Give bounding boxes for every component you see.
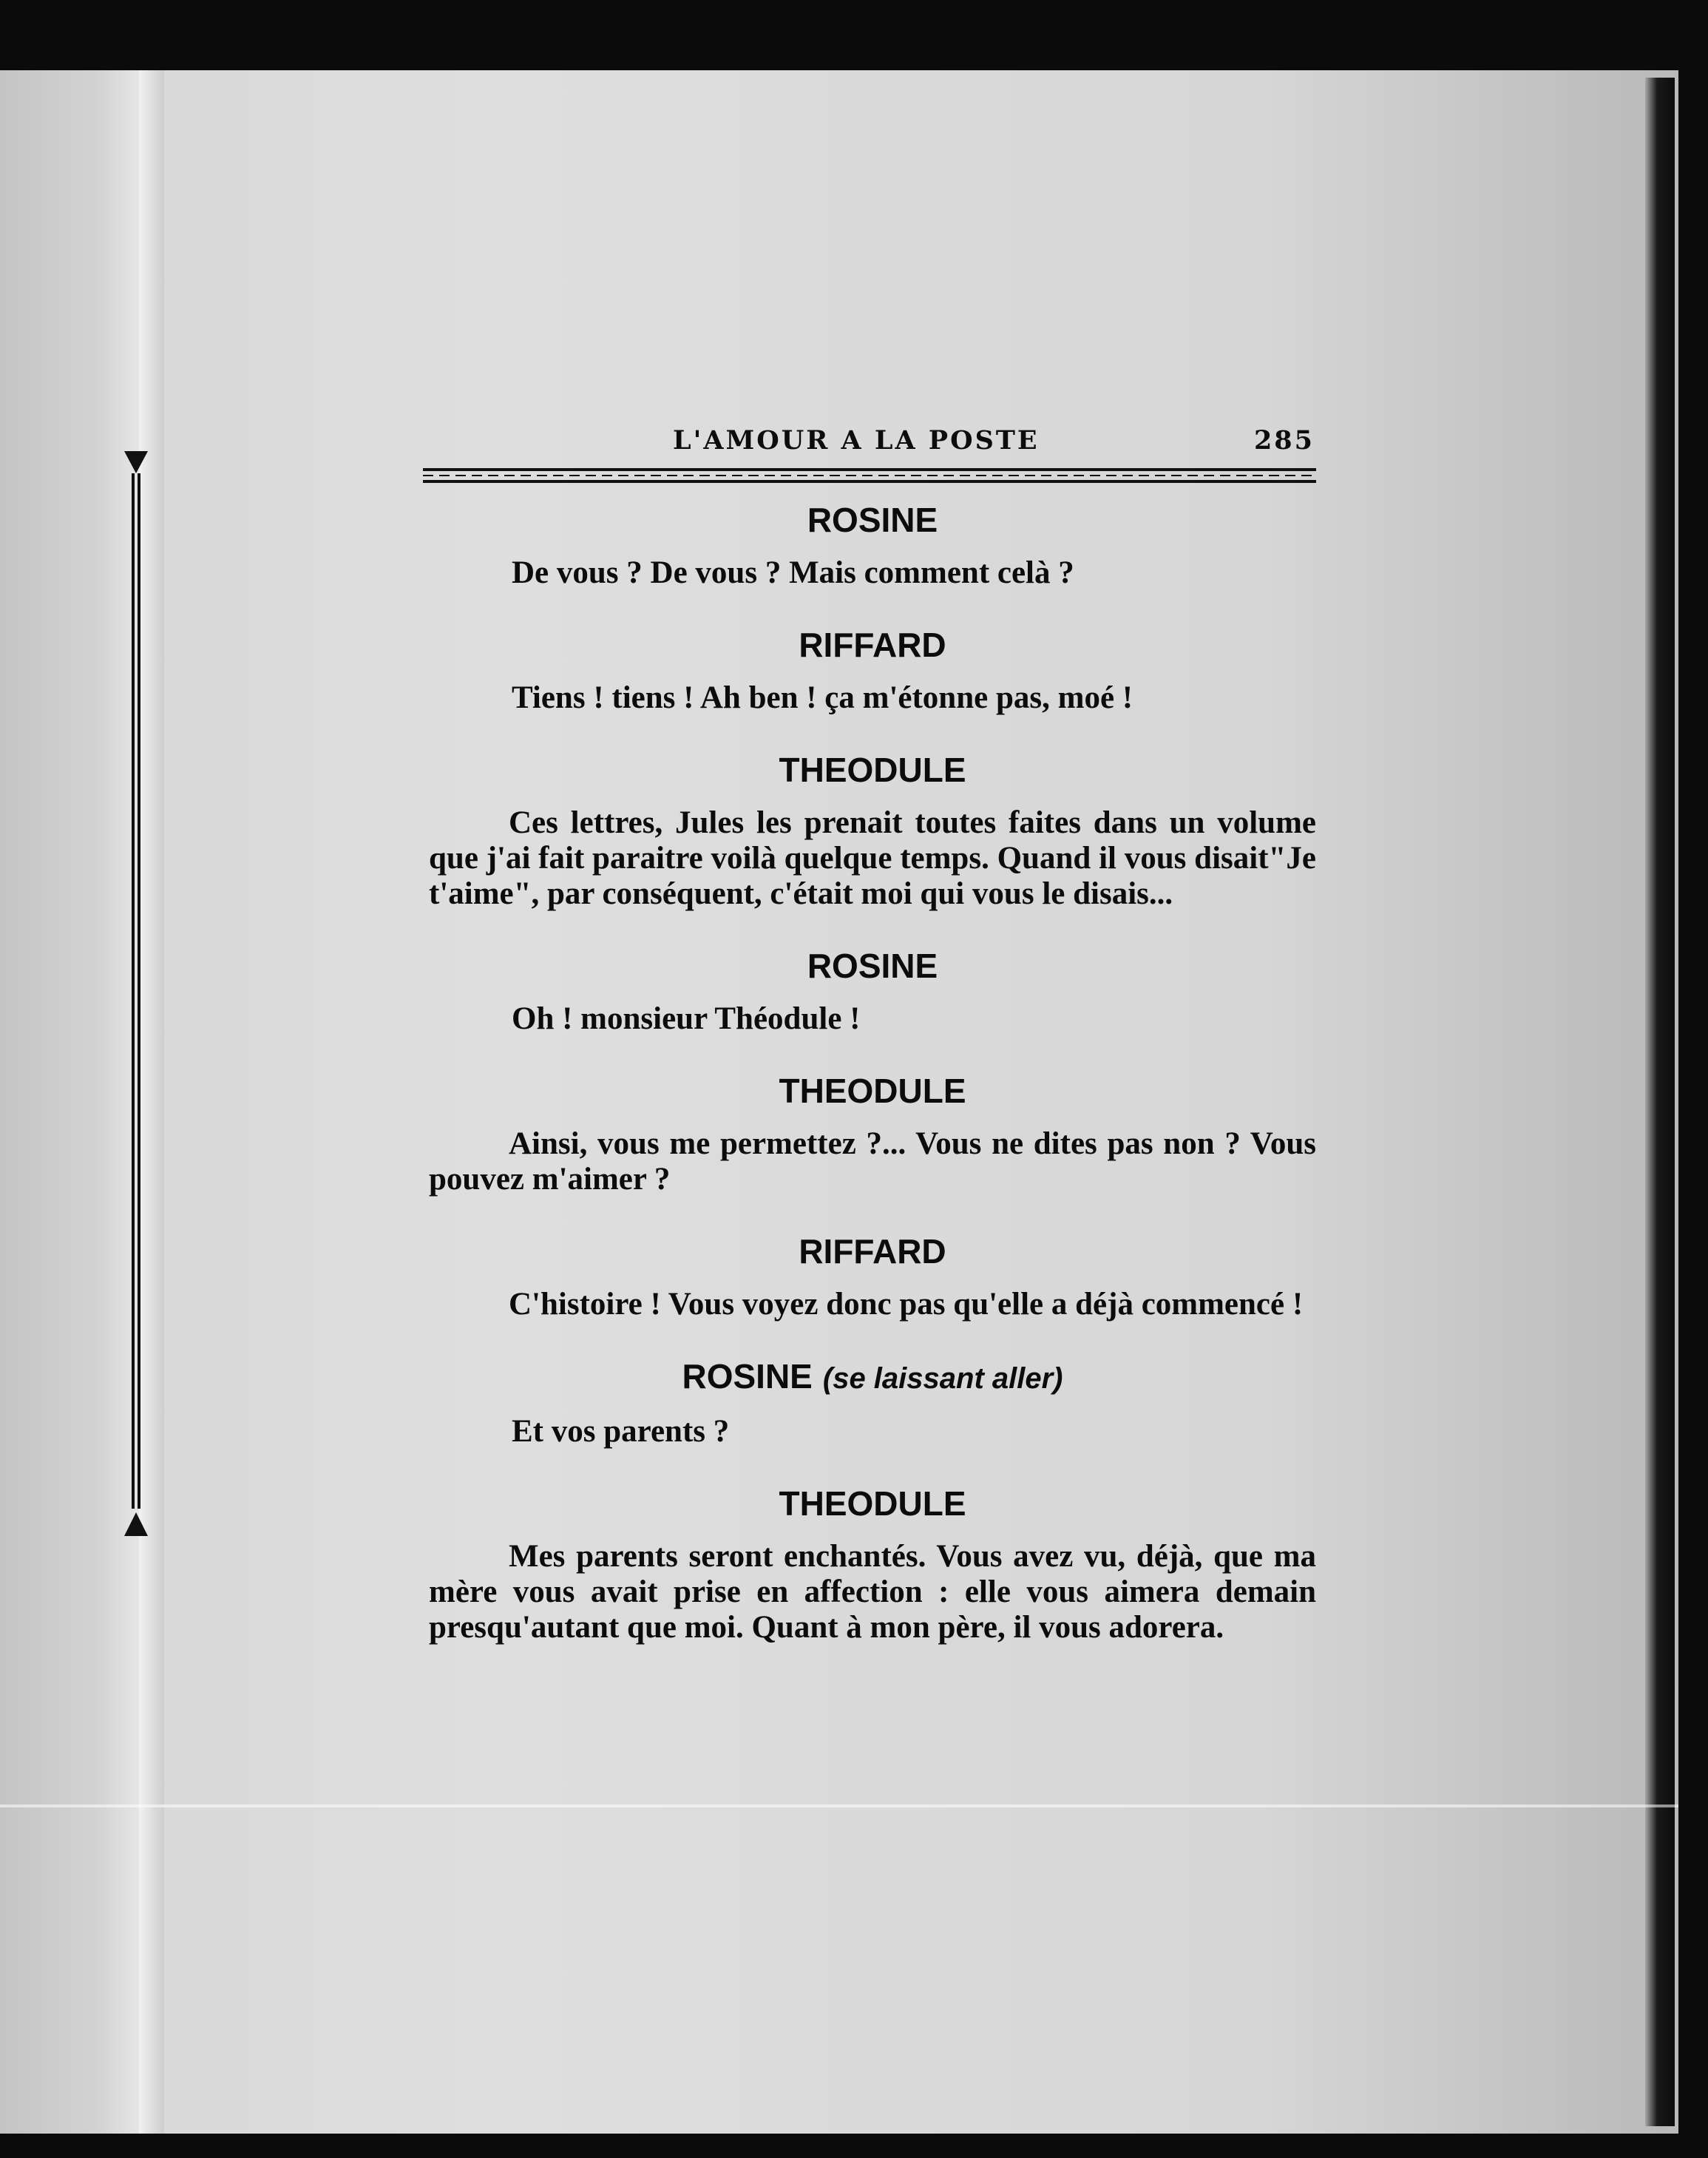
dialogue-line: C'histoire ! Vous voyez donc pas qu'elle a déjà commencé ! [509, 1287, 1304, 1322]
dialogue-line: Ces lettres, Jules les prenait toutes faites dans un volume que j'ai fait paraitre voilà quelque temps. Quand il vous disait"Je t'aime", par conséquent, c'était moi qui vous le disais... [429, 805, 1316, 911]
facing-page-edge [0, 70, 140, 2134]
speech-block [429, 748, 1316, 912]
speaker-name: ROSINE (se laissant aller) [682, 1357, 1063, 1396]
speaker-name: RIFFARD [799, 1232, 946, 1271]
running-head [429, 425, 1316, 462]
binding-ornament-top [124, 451, 148, 473]
speaker-name: ROSINE [807, 947, 938, 985]
speaker-name: RIFFARD [799, 626, 946, 664]
speech-block [429, 623, 1316, 716]
dialogue-line: Ainsi, vous me permettez ?... Vous ne dites pas non ? Vous pouvez m'aimer ? [429, 1126, 1316, 1197]
speech-block [429, 944, 1316, 1037]
decorative-head-rule [423, 468, 1316, 483]
dialogue-line: Mes parents seront enchantés. Vous avez vu, déjà, que ma mère vous avait prise en affection : elle vous aimera demain presqu'autant que moi. Quant à mon père, il vous adorera. [429, 1539, 1316, 1645]
binding-rule [132, 473, 140, 1509]
scan-streak [0, 1804, 1678, 1807]
binding-ornament-bottom [124, 1512, 148, 1536]
speaker-name: THEODULE [779, 1072, 966, 1110]
speech-block [429, 1481, 1316, 1645]
speaker-name: THEODULE [779, 1484, 966, 1523]
speaker-name: THEODULE [779, 751, 966, 789]
stage-direction: (se laissant aller) [822, 1362, 1063, 1395]
book-page [429, 425, 1316, 1677]
dialogue-line: De vous ? De vous ? Mais comment celà ? [512, 555, 1074, 590]
speech-block [429, 1229, 1316, 1322]
speech-block [429, 1069, 1316, 1197]
speech-block [429, 1354, 1316, 1450]
speaker-name: ROSINE [807, 501, 938, 539]
dialogue-line: Et vos parents ? [512, 1414, 730, 1449]
dialogue-line: Tiens ! tiens ! Ah ben ! ça m'étonne pas, moé ! [512, 680, 1133, 715]
running-title: L'AMOUR A LA POSTE [673, 425, 1040, 456]
page-number: 285 [1253, 425, 1315, 456]
dialogue-line: Oh ! monsieur Théodule ! [512, 1001, 861, 1036]
page-fold [139, 70, 164, 2134]
speech-block [429, 498, 1316, 591]
page-right-edge [1645, 78, 1675, 2126]
